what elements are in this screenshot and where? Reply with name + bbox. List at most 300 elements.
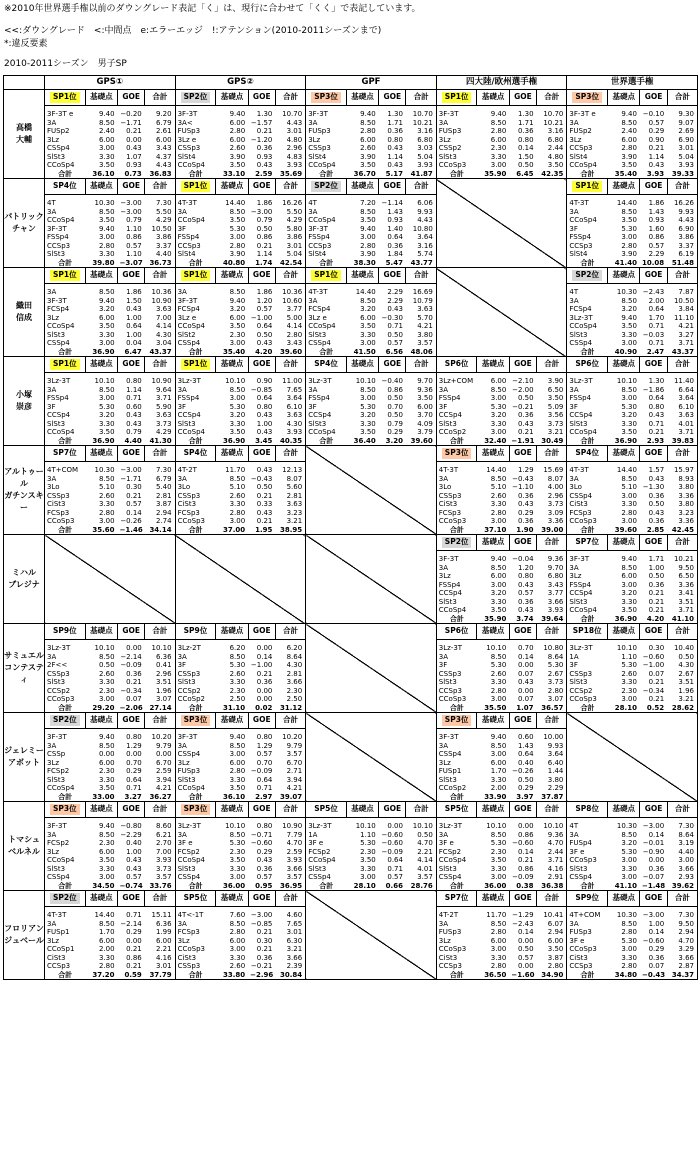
- element-total: 2.29: [547, 784, 564, 792]
- element-code: CCSp4: [569, 411, 593, 419]
- goe-sum: −1.91: [511, 436, 535, 445]
- total-row: [176, 348, 306, 357]
- element-total: 10.21: [412, 118, 433, 127]
- element-score-table: [45, 624, 175, 712]
- goe-value: 0.04: [126, 339, 142, 347]
- element-code: 3Lo: [177, 483, 191, 491]
- element-code: 1A: [308, 830, 318, 839]
- element-code: CSSp2: [438, 144, 462, 152]
- rank-label: SP3位: [442, 448, 472, 459]
- element-total: 4.80: [286, 135, 303, 144]
- total-header: 合計: [537, 357, 567, 373]
- element-code: 3A: [47, 919, 57, 928]
- element-total: 4.70: [286, 839, 303, 847]
- element-total: 6.36: [156, 919, 172, 928]
- base-value: 1.10: [360, 830, 376, 839]
- base-value: 8.50: [621, 830, 637, 839]
- goe-value: 0.21: [256, 669, 273, 678]
- element-row: [437, 865, 567, 874]
- base-value: 3.30: [98, 250, 115, 258]
- total-label: 合計: [580, 169, 595, 178]
- element-code: 3A: [47, 474, 57, 483]
- element-total: 3.93: [417, 161, 433, 169]
- goe-value: −0.34: [120, 686, 142, 695]
- total-label: 合計: [580, 436, 595, 445]
- base-value: 8.50: [360, 207, 376, 216]
- element-code: 4T+COM: [47, 466, 79, 474]
- goe-value: 0.50: [517, 775, 534, 784]
- element-code: 3F: [308, 402, 317, 411]
- element-row: [45, 161, 175, 170]
- goe-value: −0.85: [250, 919, 273, 928]
- footnote-downgrade-note: ※2010年世界選手権以前のダウングレード表記「く」は、現行に合わせて「くく」で表記しています。: [4, 4, 421, 14]
- element-row: [45, 428, 175, 437]
- element-total: 10.20: [151, 733, 172, 741]
- goe-value: 0.07: [648, 669, 665, 678]
- element-code: 3A: [569, 474, 579, 483]
- goe-value: 0.71: [126, 394, 142, 402]
- element-total: 4.40: [156, 250, 172, 258]
- goe-value: 0.80: [126, 377, 142, 385]
- goe-sum: 1.74: [255, 258, 273, 267]
- element-total: 4.01: [678, 419, 694, 428]
- element-code: CCoSp4: [47, 784, 75, 792]
- goe-value: 0.36: [517, 517, 534, 525]
- element-row: [437, 606, 567, 615]
- element-code: 3F-3T: [47, 224, 67, 233]
- element-total: 2.80: [547, 686, 564, 695]
- element-total: 6.20: [286, 644, 303, 652]
- element-total: 11.00: [282, 377, 303, 385]
- goe-value: 0.57: [126, 873, 142, 881]
- goe-value: 0.71: [387, 864, 403, 873]
- goe-value: 0.64: [648, 394, 665, 402]
- rank-label: SP7位: [444, 893, 469, 903]
- base-value: 0.00: [98, 750, 115, 758]
- base-sum: 38.30: [353, 258, 376, 267]
- element-total: 3.51: [156, 678, 172, 686]
- goe-value: −0.07: [642, 873, 665, 881]
- base-value: 2.00: [98, 945, 115, 953]
- element-code: FCSp3: [177, 508, 200, 517]
- base-value: 2.60: [229, 491, 246, 500]
- element-row: [45, 466, 175, 475]
- goe-value: 1.20: [517, 563, 534, 572]
- base-value: 3.50: [360, 856, 376, 864]
- rank-badge: [567, 891, 607, 907]
- element-total: 3.41: [678, 589, 694, 597]
- element-code: CCSp3: [569, 962, 593, 970]
- goe-value: 0.93: [387, 216, 403, 224]
- rank-label: SP4位: [183, 448, 208, 458]
- element-row: [45, 920, 175, 929]
- element-row: [45, 110, 175, 119]
- element-row: [176, 759, 306, 768]
- base-value: 8.50: [229, 385, 246, 394]
- element-code: 4T<-1T: [177, 911, 204, 919]
- goe-value: 1.43: [517, 741, 534, 750]
- element-score-table: [45, 802, 175, 890]
- element-total: 4.21: [417, 322, 433, 330]
- base-value: 5.30: [229, 839, 246, 847]
- element-code: 3F e: [569, 847, 585, 856]
- skater-row: [4, 535, 698, 624]
- base-value: 6.00: [490, 758, 507, 767]
- element-code: 3A: [438, 118, 449, 127]
- element-code: FUSp3: [308, 127, 331, 135]
- element-total: 8.07: [547, 474, 564, 483]
- no-competition-cell: [45, 535, 176, 624]
- goe-value: −0.09: [381, 847, 403, 856]
- element-row: [567, 110, 697, 119]
- element-total: 3.63: [286, 500, 303, 508]
- element-row: [437, 110, 567, 119]
- element-total: 3.73: [547, 419, 564, 428]
- base-value: 3.90: [229, 152, 246, 161]
- element-code: CSSp4: [308, 873, 331, 881]
- element-score-table: [45, 357, 175, 445]
- element-score-table: [437, 624, 567, 712]
- element-code: CSSp4: [47, 873, 70, 881]
- element-row: [567, 920, 697, 929]
- goe-value: 1.30: [387, 110, 403, 118]
- base-value: 1.70: [490, 767, 507, 775]
- goe-value: 0.21: [256, 491, 273, 500]
- element-code: FSSp4: [569, 394, 592, 402]
- goe-header: GOE: [118, 268, 145, 284]
- element-code: CSSp4: [438, 750, 462, 758]
- goe-value: 0.43: [517, 419, 534, 428]
- skater-name: [4, 891, 45, 980]
- goe-sum: 4.40: [124, 436, 142, 445]
- goe-value: 0.93: [256, 152, 273, 161]
- element-code: FCSp2: [308, 847, 331, 856]
- element-total: 2.59: [286, 847, 303, 856]
- base-value: 9.40: [98, 296, 115, 305]
- total-label: 合計: [449, 703, 464, 712]
- base-value: 9.40: [98, 822, 115, 830]
- goe-value: 0.21: [126, 491, 142, 500]
- goe-value: 0.36: [517, 597, 534, 606]
- element-total: 4.70: [547, 839, 564, 847]
- element-score-table: [567, 624, 697, 712]
- goe-value: 0.43: [387, 161, 403, 169]
- base-value: 2.40: [98, 127, 115, 135]
- element-total: 5.04: [286, 250, 303, 258]
- base-value: 3.50: [98, 216, 115, 224]
- base-value: 2.80: [360, 127, 376, 135]
- goe-value: 0.30: [648, 644, 665, 652]
- element-score-table: [176, 357, 306, 445]
- element-row: [176, 776, 306, 785]
- base-sum: 35.40: [223, 347, 246, 356]
- rank-badge: [45, 713, 85, 729]
- total-label: 合計: [58, 347, 73, 356]
- base-value: 3.00: [229, 873, 246, 881]
- element-row: [437, 136, 567, 145]
- element-row: [437, 670, 567, 679]
- element-row: [567, 962, 697, 971]
- element-code: CiSt3: [47, 500, 66, 508]
- element-score-table: [176, 713, 306, 801]
- rank-badge: [437, 446, 477, 462]
- element-row: [45, 386, 175, 395]
- goe-value: 0.64: [648, 305, 665, 313]
- element-total: 10.90: [151, 296, 172, 305]
- element-row: [437, 492, 567, 501]
- base-value: 3.00: [621, 856, 637, 864]
- element-code: CCoSp4: [308, 856, 336, 864]
- element-code: 3A: [47, 118, 57, 127]
- element-code: CCoSp4: [569, 606, 597, 614]
- total-header: 合計: [275, 802, 305, 818]
- base-value: 5.30: [98, 402, 115, 411]
- element-total: 2.94: [156, 508, 172, 517]
- element-row: [567, 331, 697, 340]
- base-value: 2.60: [621, 669, 637, 678]
- base-header: 基礎点: [477, 357, 509, 373]
- total-header: 合計: [145, 179, 175, 195]
- element-row: [306, 822, 436, 831]
- element-row: [176, 644, 306, 653]
- element-row: [45, 331, 175, 340]
- element-row: [437, 945, 567, 954]
- base-sum: 35.60: [92, 525, 115, 534]
- element-row: [45, 509, 175, 518]
- element-total: 2.61: [156, 127, 172, 135]
- rank-label: SP2位: [50, 893, 80, 904]
- element-row: [306, 386, 436, 395]
- total-row: [437, 793, 567, 802]
- element-code: CCoSp3: [438, 945, 467, 953]
- element-row: [176, 403, 306, 412]
- goe-value: 0.64: [126, 322, 142, 330]
- base-value: 6.00: [360, 313, 376, 322]
- element-total: 2.94: [678, 928, 694, 936]
- element-code: CSSp: [47, 750, 66, 758]
- element-code: CCoSp4: [569, 428, 597, 436]
- element-row: [176, 945, 306, 954]
- goe-sum: 3.97: [516, 792, 534, 801]
- goe-value: −2.43: [512, 919, 534, 928]
- element-row: [45, 848, 175, 857]
- competition-cell: [175, 357, 306, 446]
- goe-value: 0.21: [648, 428, 665, 436]
- base-header: 基礎点: [216, 357, 248, 373]
- goe-value: 0.29: [126, 928, 142, 936]
- base-value: 8.50: [621, 296, 637, 305]
- element-code: 3Lz-3T: [47, 644, 71, 652]
- goe-header: GOE: [379, 357, 406, 373]
- base-value: 3.00: [490, 580, 507, 589]
- element-row: [45, 216, 175, 225]
- goe-value: 0.43: [517, 580, 534, 589]
- element-code: 3Lz+COM: [438, 377, 474, 385]
- base-header: 基礎点: [346, 802, 378, 818]
- element-row: [306, 314, 436, 323]
- base-value: 9.40: [229, 296, 246, 305]
- no-competition-cell: [306, 891, 437, 980]
- element-row: [45, 937, 175, 946]
- competition-cell: [45, 357, 176, 446]
- element-code: CSSp3: [47, 669, 70, 678]
- goe-value: 0.64: [387, 233, 403, 241]
- base-header: 基礎点: [608, 802, 640, 818]
- element-row: [306, 322, 436, 331]
- element-row: [176, 208, 306, 217]
- element-row: [176, 199, 306, 208]
- element-row: [306, 839, 436, 848]
- element-code: FCSp4: [47, 305, 70, 313]
- element-code: 3A: [569, 207, 579, 216]
- element-row: [45, 831, 175, 840]
- element-total: 0.50: [678, 652, 694, 661]
- total-label: 合計: [319, 258, 334, 267]
- base-value: 2.00: [490, 784, 507, 792]
- element-code: FUSp3: [177, 767, 201, 775]
- element-code: 3Lo: [569, 483, 582, 491]
- goe-value: 0.43: [648, 508, 665, 517]
- total-header: 合計: [406, 357, 436, 373]
- element-code: 3Lo: [47, 483, 60, 491]
- goe-header: GOE: [248, 446, 275, 462]
- element-code: 3F e: [438, 839, 454, 847]
- rank-badge: [567, 179, 607, 195]
- element-total: 3.64: [417, 233, 433, 241]
- base-value: 10.10: [486, 644, 507, 652]
- element-code: CCSp2: [47, 686, 71, 695]
- element-row: [176, 695, 306, 704]
- total-header: 合計: [145, 802, 175, 818]
- element-total: 9.07: [678, 118, 694, 127]
- element-score-table: [567, 891, 697, 979]
- goe-value: 0.80: [517, 135, 534, 144]
- skater-name-line: ミハル: [12, 568, 36, 577]
- goe-value: 2.00: [648, 296, 665, 305]
- rank-badge: [45, 891, 85, 907]
- segment-score: 37.87: [541, 792, 564, 801]
- element-total: 10.10: [412, 822, 433, 830]
- element-total: 3.87: [547, 953, 564, 962]
- element-code: 3Lz: [47, 847, 60, 856]
- element-code: SlSt4: [308, 250, 327, 258]
- base-value: 3.30: [490, 864, 507, 873]
- base-header: 基礎点: [216, 624, 248, 640]
- element-row: [306, 233, 436, 242]
- element-row: [176, 856, 306, 865]
- element-code: 3Lz e: [177, 135, 197, 144]
- element-code: 3A: [177, 652, 187, 661]
- element-code: FCSp2: [438, 847, 462, 856]
- element-total: 3.36: [678, 517, 694, 525]
- base-value: 9.40: [98, 224, 115, 233]
- element-row: [567, 208, 697, 217]
- element-code: FSSp4: [308, 394, 330, 402]
- segment-score: 41.10: [671, 614, 694, 623]
- goe-value: 0.50: [256, 330, 273, 339]
- element-total: 11.40: [673, 377, 694, 385]
- goe-value: 1.86: [256, 199, 273, 207]
- element-code: SlSt3: [47, 419, 66, 428]
- element-total: 3.80: [678, 483, 694, 491]
- rank-badge: [176, 90, 216, 106]
- base-value: 2.80: [490, 508, 507, 517]
- total-label: 合計: [449, 436, 464, 445]
- element-score-table: [45, 891, 175, 979]
- rank-badge: [437, 624, 477, 640]
- base-sum: 41.10: [614, 881, 637, 890]
- element-code: 3F: [569, 661, 578, 669]
- element-code: 4T-2T: [438, 911, 459, 919]
- element-row: [176, 839, 306, 848]
- goe-sum: −2.06: [119, 703, 143, 712]
- element-total: 1.44: [547, 767, 564, 775]
- element-total: 15.11: [151, 911, 172, 919]
- goe-sum: 6.56: [385, 347, 403, 356]
- base-value: 6.00: [490, 936, 507, 945]
- rank-label: SP1位: [572, 181, 602, 192]
- element-row: [176, 339, 306, 348]
- rank-label: SP3位: [50, 804, 80, 815]
- element-code: 3F-3T: [308, 110, 328, 118]
- element-score-table: [567, 802, 697, 890]
- element-total: 3.36: [678, 491, 694, 500]
- base-value: 9.40: [490, 555, 507, 563]
- element-code: CCSp3: [177, 241, 201, 250]
- element-total: 3.19: [678, 839, 694, 847]
- base-value: 3.30: [621, 500, 637, 508]
- base-sum: 33.10: [223, 169, 246, 178]
- element-score-table: [306, 357, 436, 445]
- element-total: 3.01: [286, 241, 303, 250]
- total-label: 合計: [188, 169, 203, 178]
- goe-value: 0.50: [517, 161, 534, 169]
- total-label: 合計: [449, 169, 464, 178]
- segment-score: 36.57: [541, 703, 564, 712]
- element-total: 3.70: [417, 411, 433, 419]
- skater-name-line: 小塚: [16, 390, 32, 399]
- base-value: 3.00: [98, 233, 115, 241]
- element-total: 6.00: [547, 936, 564, 945]
- skater-row: [4, 802, 698, 891]
- element-total: 5.70: [417, 313, 433, 322]
- goe-value: 1.84: [387, 250, 403, 258]
- element-row: [45, 954, 175, 963]
- element-row: [437, 153, 567, 162]
- element-total: 7.00: [156, 313, 172, 322]
- goe-sum: 2.93: [646, 436, 665, 445]
- goe-value: 0.07: [517, 695, 534, 703]
- goe-value: 1.29: [256, 741, 273, 750]
- element-total: 6.80: [547, 572, 564, 580]
- element-code: CSSp4: [438, 873, 462, 881]
- element-total: 2.21: [156, 945, 172, 953]
- total-label: 合計: [580, 970, 595, 979]
- competition-cell: [306, 357, 437, 446]
- base-value: 9.40: [98, 733, 115, 741]
- element-code: CCoSp4: [308, 322, 336, 330]
- base-header: 基礎点: [477, 802, 509, 818]
- element-code: 3A: [438, 830, 449, 839]
- element-total: 8.64: [286, 652, 303, 661]
- element-code: SlSt3: [47, 864, 66, 873]
- element-total: 3.66: [678, 953, 694, 962]
- rank-badge: [437, 357, 477, 373]
- base-value: 6.20: [229, 644, 246, 652]
- base-value: 8.50: [229, 474, 246, 483]
- element-code: 3F: [177, 661, 187, 669]
- element-total: 2.93: [678, 873, 694, 881]
